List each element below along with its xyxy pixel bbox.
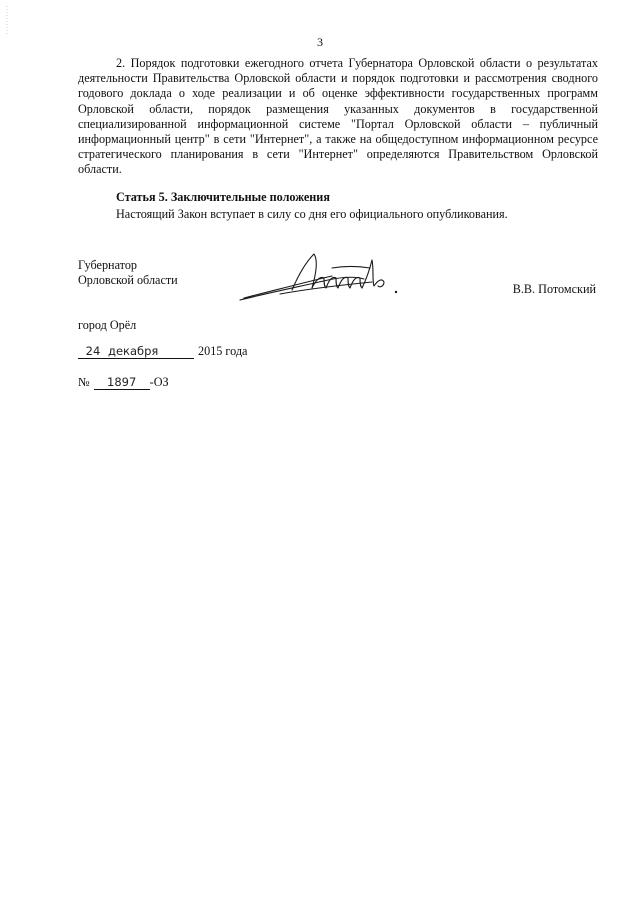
law-number: 1897 [94,375,150,390]
number-sign: № [78,375,90,389]
page-number: 3 [317,35,323,49]
date-day: 24 [78,344,108,359]
signer-title-line1: Губернатор [78,258,138,272]
signer-name: В.В. Потомский [512,282,596,296]
city: город Орёл [78,318,137,332]
article-heading: Статья 5. Заключительные положения [116,190,330,204]
date-month: декабря [108,344,194,359]
signer-title [78,258,178,289]
paragraph-2: 2. Порядок подготовки ежегодного отчета Губернатора Орловской области о результатах деятельности Правительства Орловской области и порядок подготовки и рассмотрения сводного годового доклада о ходе реализации и об оценке эффективности государственных программ Орловской области, порядок размещения указанных документов в государственной специализированной информационной системе "Портал Орловской области – публичный информационный центр" в сети "Интернет", а также на общедоступном информационном ресурсе стратегического планирования в сети "Интернет" определяются Правительством Орловской области. [78,56,598,177]
date-line [78,344,247,359]
article-text: Настоящий Закон вступает в силу со дня его официального опубликования. [116,207,508,221]
date-year: 2015 года [198,344,248,358]
margin-marks [6,6,8,36]
law-number-suffix: -ОЗ [149,375,169,389]
signer-title-line2: Орловской области [78,273,178,288]
law-number-line [78,375,169,390]
handwritten-signature [232,246,404,306]
